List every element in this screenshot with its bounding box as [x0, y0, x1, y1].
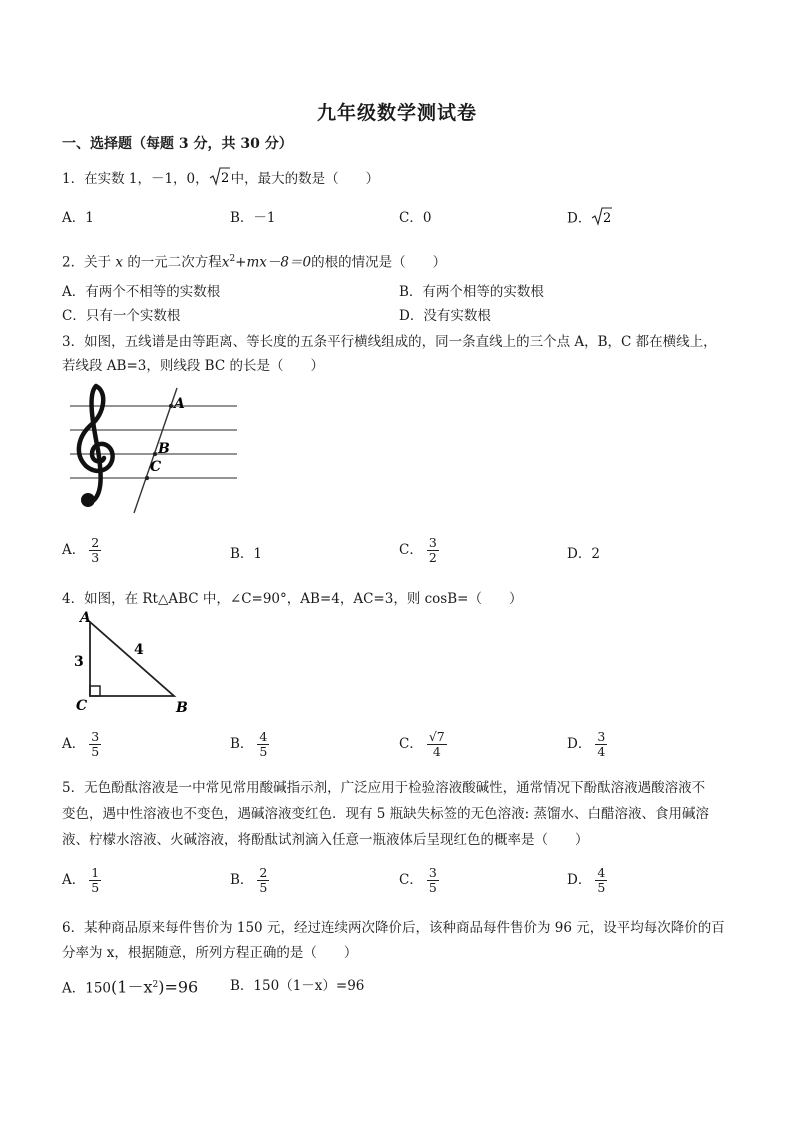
q6-stem-line-1: 6．某种商品原来每件售价为 150 元，经过连续两次降价后，该种商品每件售价为 96 元，设平均每次降价的百 [62, 920, 725, 936]
fraction-denominator: 3 [91, 550, 100, 565]
staff-figure [62, 380, 242, 520]
sqrt-icon [209, 166, 231, 193]
q5-option-c-prefix: C． [399, 872, 423, 888]
fraction [89, 730, 101, 759]
q3-option-c [399, 536, 439, 565]
q6-option-a [62, 975, 198, 999]
q1-stem-a: 1．在实数 1，－1，0， [62, 171, 209, 187]
fraction-denominator: 4 [597, 744, 606, 759]
q5-stem-line-2: 变色，遇中性溶液也不变色，遇碱溶液变红色．现有 5 瓶缺失标签的无色溶液: 蒸馏水、白醋溶液、食用碱溶 [62, 806, 710, 822]
q5-option-b [230, 866, 269, 895]
fraction-denominator: 5 [259, 880, 268, 895]
triangle-figure [62, 610, 202, 718]
q3-option-d: D．2 [567, 546, 600, 562]
fraction-denominator: 5 [91, 744, 100, 759]
q2-stem-b: 的一元二次方程 [127, 254, 222, 271]
fraction-denominator: 5 [91, 880, 100, 895]
question-2 [62, 248, 446, 274]
right-angle-icon [90, 686, 100, 696]
q5-option-a-prefix: A． [62, 872, 86, 888]
fraction [595, 730, 607, 759]
q3-option-a [62, 536, 101, 565]
fraction-numerator: 4 [259, 729, 268, 744]
fraction-numerator: √7 [428, 729, 445, 744]
treble-clef-icon [79, 386, 113, 507]
vertex-c: C [76, 698, 88, 714]
q1-option-b: B．－1 [230, 210, 276, 226]
q2-stem-c: 的根的情况是（ ） [311, 254, 447, 271]
fraction [595, 866, 607, 895]
q2-option-c: C．只有一个实数根 [62, 308, 181, 324]
fraction-numerator: 2 [259, 865, 268, 880]
vertex-a: A [80, 610, 91, 626]
q4-option-d-prefix: D． [567, 736, 592, 752]
fraction-numerator: 3 [91, 729, 100, 744]
q2-stem-a: 2．关于 [62, 254, 112, 271]
q5-option-a [62, 866, 101, 895]
q1-option-c: C．0 [399, 210, 432, 226]
q4-option-a [62, 730, 101, 759]
q5-option-c [399, 866, 439, 895]
vertex-b: B [176, 700, 188, 716]
q4-stem: 4．如图，在 Rt△ABC 中，∠C=90°，AB=4，AC=3，则 cosB=（ ） [62, 591, 523, 607]
q2-exponent: 2 [229, 254, 236, 264]
label-b: B [158, 441, 170, 457]
fraction-numerator: 4 [597, 865, 606, 880]
fraction [89, 866, 101, 895]
fraction-denominator: 4 [432, 744, 441, 759]
side-ab-label: 4 [134, 642, 144, 658]
q1-option-d-prefix: D． [567, 210, 592, 227]
q6-option-a-paren: (1－x [111, 977, 153, 997]
q6-stem-line-2: 分率为 x，根据随意，所列方程正确的是（ ） [62, 945, 358, 961]
q2-var: x [115, 254, 124, 271]
point-c [145, 476, 149, 480]
q5-stem-line-1: 5．无色酚酞溶液是一中常见常用酸碱指示剂，广泛应用于检验溶液酸碱性，通常情况下酚酞溶液遇酸溶液不 [62, 780, 706, 796]
fraction-denominator: 2 [428, 550, 437, 565]
q1-radicand: 2 [220, 171, 229, 186]
sqrt-icon [591, 206, 613, 232]
fraction [427, 536, 439, 565]
label-c: C [150, 459, 162, 475]
q6-option-a-coef: A．150 [62, 980, 112, 997]
side-ac-label: 3 [74, 654, 84, 670]
q1-option-d-radicand: 2 [603, 211, 612, 226]
q2-equation: +mx－8＝0 [235, 254, 312, 271]
fraction-denominator: 5 [259, 744, 268, 759]
q4-option-b [230, 730, 269, 759]
page-title: 九年级数学测试卷 [316, 102, 477, 124]
fraction-denominator: 5 [428, 880, 437, 895]
q3-option-a-prefix: A． [62, 542, 86, 558]
fraction [257, 866, 269, 895]
label-a: A [174, 396, 185, 412]
q3-option-c-prefix: C． [399, 542, 423, 558]
q1-stem-b: 中，最大的数是（ ） [230, 171, 380, 187]
fraction [427, 730, 447, 759]
q2-option-b: B．有两个相等的实数根 [399, 284, 544, 300]
fraction-numerator: 3 [428, 865, 437, 880]
q6-option-a-tail: )=96 [158, 977, 199, 997]
q4-option-c-prefix: C． [399, 736, 423, 752]
fraction-numerator: 1 [91, 865, 100, 880]
q6-option-b: B．150（1－x）=96 [230, 978, 365, 994]
q2-var-x: x [221, 254, 230, 271]
fraction [427, 866, 439, 895]
fraction-denominator: 5 [597, 880, 606, 895]
q4-option-c [399, 730, 447, 759]
q3-stem-line-2: 若线段 AB=3，则线段 BC 的长是（ ） [62, 358, 324, 374]
q2-option-d: D．没有实数根 [399, 308, 491, 324]
q2-option-a: A．有两个不相等的实数根 [62, 284, 221, 300]
q1-option-d [567, 206, 613, 232]
question-1 [62, 166, 379, 193]
q6-option-a-exponent: 2 [152, 980, 159, 990]
q3-stem-line-1: 3．如图，五线谱是由等距离、等长度的五条平行横线组成的，同一条直线上的三个点 A，B，C 都在横线上， [62, 334, 717, 350]
fraction [257, 730, 269, 759]
fraction-numerator: 3 [428, 535, 437, 550]
q5-option-b-prefix: B． [230, 872, 254, 888]
fraction-numerator: 3 [597, 729, 606, 744]
q5-option-d-prefix: D． [567, 872, 592, 888]
q5-stem-line-3: 液、柠檬水溶液、火碱溶液，将酚酞试剂滴入任意一瓶液体后呈现红色的概率是（ ） [62, 832, 589, 848]
fraction [89, 536, 101, 565]
fraction-numerator: 2 [91, 535, 100, 550]
section-heading: 一、选择题（每题 3 分，共 30 分） [62, 136, 293, 152]
point-b [153, 452, 157, 456]
q5-option-d [567, 866, 607, 895]
q4-option-d [567, 730, 607, 759]
q3-option-b: B．1 [230, 546, 263, 562]
q4-option-a-prefix: A． [62, 736, 86, 752]
q1-option-a: A．1 [62, 210, 94, 226]
q4-option-b-prefix: B． [230, 736, 254, 752]
point-a [169, 404, 173, 408]
